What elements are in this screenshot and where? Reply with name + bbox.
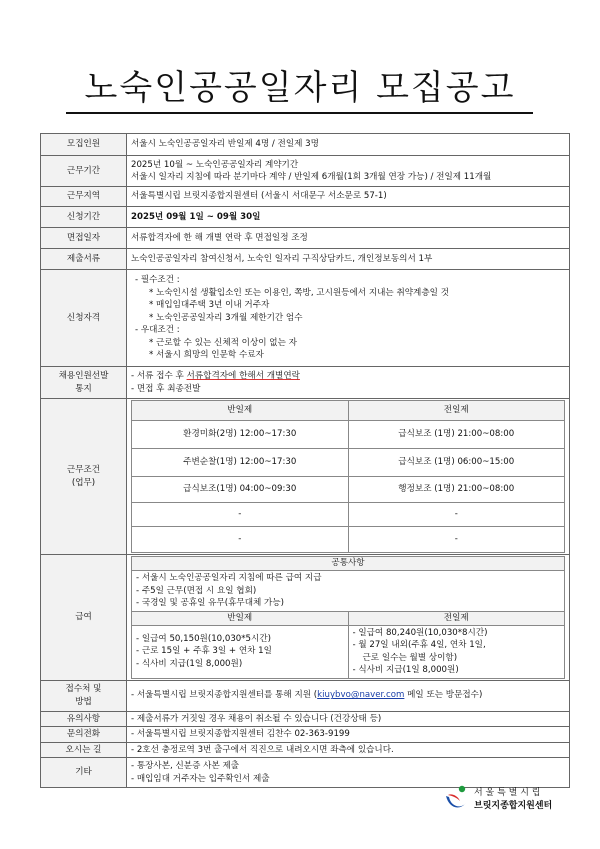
phone-value: - 서울특별시립 브릿지종합지원센터 김찬수 02-363-9199 bbox=[127, 727, 570, 743]
apply-label: 신청기간 bbox=[41, 207, 127, 228]
pay-table bbox=[131, 556, 565, 679]
pay-full-line: 근로 일수는 월별 상이함) bbox=[362, 652, 458, 663]
pay-half-line: - 식사비 지급(1일 8,000원) bbox=[136, 658, 243, 669]
notify-emphasis: 서류합격자에 한해서 개별연락 bbox=[186, 371, 300, 381]
interview-value: 서류합격자에 한 해 개별 연락 후 면접일정 조정 bbox=[127, 228, 570, 249]
notify-line bbox=[131, 370, 565, 383]
apply-value: 2025년 09월 1일 ~ 09월 30일 bbox=[127, 207, 570, 228]
pay-head-full: 전일제 bbox=[348, 611, 565, 625]
pay-common-head: 공통사항 bbox=[132, 557, 565, 571]
period-label: 근무기간 bbox=[41, 156, 127, 187]
qual-line: * 서울시 희망의 인문학 수료자 bbox=[149, 350, 264, 361]
row-caution bbox=[41, 711, 570, 727]
period-line: 서울시 일자리 지침에 따라 분기마다 계약 / 반일제 6개월(1회 3개월 연장 가능) / 전일제 11개월 bbox=[131, 172, 492, 182]
work-head-full: 전일제 bbox=[348, 401, 565, 421]
row-work bbox=[41, 399, 570, 555]
caution-value: - 제출서류가 거짓일 경우 채용이 취소될 수 있습니다 (건강상태 등) bbox=[127, 711, 570, 727]
notify-label-line: 통지 bbox=[75, 383, 92, 394]
notify-value bbox=[127, 367, 570, 399]
work-table-cell bbox=[127, 399, 570, 555]
submit-text: - 서울특별시립 브릿지종합지원센터를 통해 지원 ( bbox=[131, 690, 318, 701]
pay-half-line: - 일급여 50,150원(10,030*5시간) bbox=[136, 633, 271, 644]
qual-line: * 근로할 수 있는 신체적 이상이 없는 자 bbox=[149, 337, 297, 348]
row-interview bbox=[41, 228, 570, 249]
pay-full-line: - 일급여 80,240원(10,030*8시간) bbox=[352, 627, 488, 638]
row-route bbox=[41, 742, 570, 758]
row-recruit bbox=[41, 134, 570, 156]
row-apply bbox=[41, 207, 570, 228]
pay-head-half: 반일제 bbox=[132, 611, 349, 625]
page-title: 노숙인공공일자리 모집공고 bbox=[84, 68, 516, 108]
work-full-cell: 급식보조 (1명) 06:00~15:00 bbox=[348, 449, 565, 477]
row-period bbox=[41, 156, 570, 187]
qual-line: * 매입임대주택 3년 이내 거주자 bbox=[149, 300, 270, 311]
phone-label: 문의전화 bbox=[41, 727, 127, 743]
center-logo bbox=[441, 781, 581, 821]
route-label: 오시는 길 bbox=[41, 742, 127, 758]
work-half-cell: - bbox=[132, 527, 349, 553]
work-label-line: 근무조건 bbox=[66, 465, 101, 475]
notify-label bbox=[41, 367, 127, 399]
work-full-cell: 급식보조 (1명) 21:00~08:00 bbox=[348, 421, 565, 449]
row-phone bbox=[41, 727, 570, 743]
qual-value bbox=[127, 270, 570, 367]
docs-label: 제출서류 bbox=[41, 249, 127, 270]
pay-common-cell bbox=[132, 571, 565, 612]
etc-line: - 통장사본, 신분증 사본 제출 bbox=[131, 761, 240, 771]
row-submit bbox=[41, 680, 570, 711]
docs-value: 노숙인공공일자리 참여신청서, 노숙인 일자리 구직상담카드, 개인정보동의서 1부 bbox=[127, 249, 570, 270]
pay-half-line: - 근로 15일 + 주휴 3일 + 연차 1일 bbox=[136, 646, 272, 657]
area-label: 근무지역 bbox=[41, 187, 127, 207]
row-notify bbox=[41, 367, 570, 399]
pay-common-line: - 서울시 노숙인공공일자리 지침에 따른 급여 지급 bbox=[136, 573, 322, 583]
area-value: 서울특별시립 브릿지종합지원센터 (서울시 서대문구 서소문로 57-1) bbox=[127, 187, 570, 207]
pay-half-cell bbox=[132, 625, 349, 678]
seoul-logo-icon bbox=[441, 783, 471, 815]
submit-text: 메일 또는 방문접수) bbox=[404, 690, 483, 701]
row-qualification bbox=[41, 270, 570, 367]
etc-label: 기타 bbox=[41, 758, 127, 788]
title-underline bbox=[66, 112, 533, 114]
qual-label: 신청자격 bbox=[41, 270, 127, 367]
interview-label: 면접일자 bbox=[41, 228, 127, 249]
route-value: - 2호선 충정로역 3번 출구에서 직진으로 내려오시면 좌측에 있습니다. bbox=[127, 742, 570, 758]
row-area bbox=[41, 187, 570, 207]
work-full-cell: - bbox=[348, 503, 565, 527]
row-docs bbox=[41, 249, 570, 270]
period-line: 2025년 10월 ~ 노숙인공공일자리 계약기간 bbox=[131, 159, 299, 170]
work-half-cell: 환경미화(2명) 12:00~17:30 bbox=[132, 421, 349, 449]
pay-common-line: - 주5일 근무(면접 시 요일 협회) bbox=[136, 585, 257, 596]
work-half-cell: 주변순찰(1명) 12:00~17:30 bbox=[132, 449, 349, 477]
qual-line: * 노숙인공공일자리 3개월 제한기간 엄수 bbox=[149, 312, 303, 323]
notify-label-line: 채용인원선발 bbox=[58, 371, 109, 381]
notify-text: - 서류 접수 후 bbox=[131, 371, 187, 381]
period-value bbox=[127, 156, 570, 187]
work-full-cell: - bbox=[348, 527, 565, 553]
pay-full-cell bbox=[348, 625, 565, 678]
qual-line: - 필수조건 : bbox=[135, 275, 180, 286]
work-label-line: (업무) bbox=[71, 477, 96, 488]
recruit-label: 모집인원 bbox=[41, 134, 127, 156]
notify-line: - 면접 후 최종전발 bbox=[131, 383, 201, 394]
qual-line: - 우대조건 : bbox=[135, 325, 180, 336]
etc-line: - 매입임대 거주자는 입주확인서 제출 bbox=[131, 773, 270, 784]
row-pay bbox=[41, 555, 570, 681]
recruitment-table bbox=[40, 133, 570, 788]
work-half-cell: 급식보조(1명) 04:00~09:30 bbox=[132, 477, 349, 503]
work-label bbox=[41, 399, 127, 555]
work-schedule-table bbox=[131, 400, 565, 553]
pay-full-line: - 식사비 지급(1일 8,000원) bbox=[352, 665, 459, 675]
submit-label bbox=[41, 680, 127, 711]
pay-table-cell bbox=[127, 555, 570, 681]
recruit-value: 서울시 노숙인공공일자리 반일제 4명 / 전일제 3명 bbox=[127, 134, 570, 156]
email-link[interactable]: kiuybvo@naver.com bbox=[317, 690, 405, 701]
logo-line: 브릿지종합지원센터 bbox=[474, 801, 553, 811]
logo-text bbox=[474, 787, 552, 813]
caution-label: 유의사항 bbox=[41, 711, 127, 727]
submit-label-line: 방법 bbox=[75, 696, 92, 707]
pay-label: 급여 bbox=[41, 555, 127, 681]
pay-common-line: - 국경일 및 공휴일 유무(휴무대체 가능) bbox=[136, 598, 284, 608]
submit-value bbox=[127, 680, 570, 711]
work-half-cell: - bbox=[132, 503, 349, 527]
submit-label-line: 접수처 및 bbox=[65, 684, 102, 694]
pay-full-line: - 월 27일 내외(주휴 4일, 연차 1일, bbox=[352, 640, 486, 650]
work-head-half: 반일제 bbox=[132, 401, 349, 421]
work-full-cell: 행정보조 (1명) 21:00~08:00 bbox=[348, 477, 565, 503]
qual-line: * 노숙인시설 생활입소인 또는 이용인, 쪽방, 고시원등에서 지내는 취약계층일 것 bbox=[149, 287, 449, 298]
logo-line: 서 울 특 별 시 립 bbox=[474, 788, 541, 798]
